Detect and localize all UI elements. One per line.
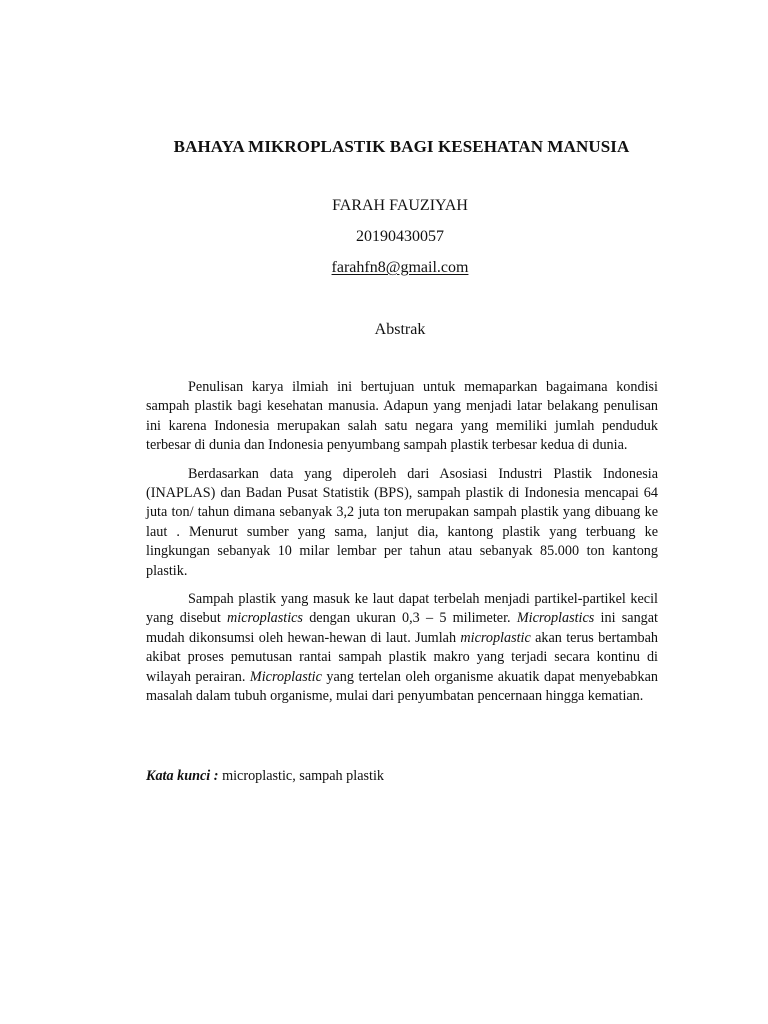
abstract-heading: Abstrak xyxy=(374,321,426,338)
italic-term: microplastics xyxy=(227,610,303,627)
author-email[interactable]: farahfn8@gmail.com xyxy=(331,259,469,276)
abstract-paragraph-3 xyxy=(146,590,658,706)
paragraph-3-text: ini sangat mudah dikonsumsi oleh hewan-hewan di laut. Jumlah xyxy=(146,610,658,646)
abstract-body xyxy=(146,378,658,716)
abstract-paragraph-2: Berdasarkan data yang diperoleh dari Asosiasi Industri Plastik Indonesia (INAPLAS) dan Badan Pusat Statistik (BPS), sampah plastik di Indonesia mencapai 64 juta ton/ tahun dimana sebanyak 3,2 juta ton merupakan sampah plastik yang dibuang ke laut . Menurut sumber yang sama, lanjut dia, kantong plastik yang terbuang ke lingkungan sebanyak 10 milar lembar per tahun atau sebanyak 85.000 ton kantong plastik. xyxy=(146,465,658,579)
student-id: 20190430057 xyxy=(356,228,444,245)
author-email-container xyxy=(0,259,768,277)
paragraph-3-text: dengan ukuran 0,3 – 5 milimeter. xyxy=(302,610,517,627)
italic-term: Microplastic xyxy=(249,668,322,685)
keywords-value: microplastic, sampah plastik xyxy=(222,768,385,784)
paragraph-3-text: akan terus bertambah akibat proses pemutusan rantai sampah plastik makro yang terjadi secara kontinu di wilayah perairan. xyxy=(146,629,659,685)
italic-term: microplastic xyxy=(460,629,531,646)
paragraph-3-text: yang tertelan oleh organisme akuatik dapat menyebabkan masalah dalam tubuh organisme, mulai dari penyumbatan pencernaan hingga kematian. xyxy=(146,668,658,705)
keywords-line xyxy=(146,767,658,786)
abstract-paragraph-1: Penulisan karya ilmiah ini bertujuan untuk memaparkan bagaimana kondisi sampah plastik bagi kesehatan manusia. Adapun yang menjadi latar belakang penulisan ini karena Indonesia merupakan salah satu negara yang memiliki jumlah penduduk terbesar di dunia dan Indonesia penyumbang sampah plastik terbesar kedua di dunia. xyxy=(146,379,658,454)
paper-title: BAHAYA MIKROPLASTIK BAGI KESEHATAN MANUSIA xyxy=(173,137,630,156)
author-name: FARAH FAUZIYAH xyxy=(332,197,468,214)
paragraph-3-text: Sampah plastik yang masuk ke laut dapat terbelah menjadi partikel-partikel kecil yang disebut xyxy=(146,591,658,627)
keywords-label: Kata kunci : xyxy=(146,768,219,784)
italic-term: Microplastics xyxy=(516,610,595,627)
